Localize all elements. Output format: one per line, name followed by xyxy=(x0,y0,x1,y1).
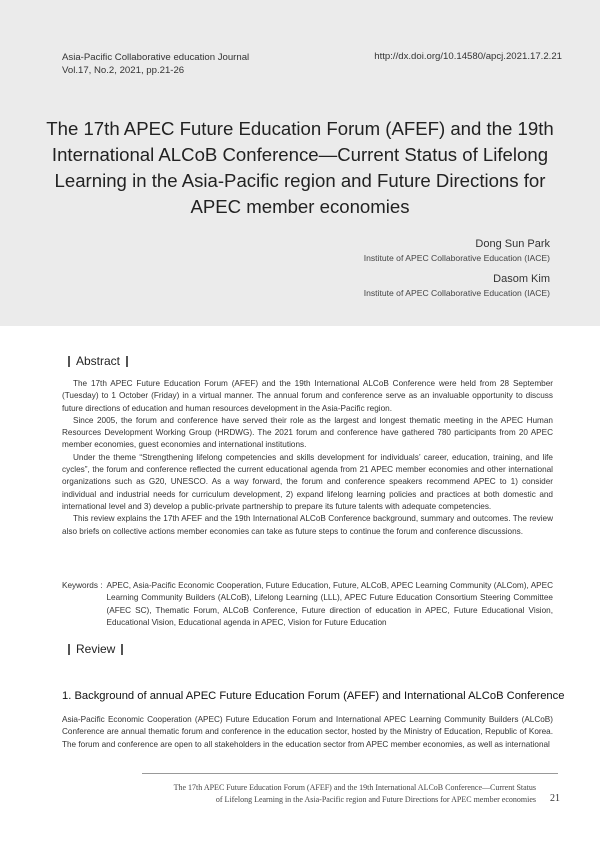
section-subheading: 1. Background of annual APEC Future Education Forum (AFEF) and International ALCoB Conference xyxy=(62,690,565,702)
abstract-paragraph: Since 2005, the forum and conference have served their role as the largest and longest thematic meeting in the APEC Human Resources Development Working Group (HRDWG). The 2021 forum and conference have gathered 780 participants from 20 APEC member economies, guest economies and international institutions. xyxy=(62,415,553,450)
abstract-paragraph: Under the theme “Strengthening lifelong competencies and skills development for individuals’ career, education, training, and life cycles”, the forum and conference reflected the current educational agenda from 21 APEC member economies and other international organizations such as G20, UNESCO. As a way forward, the forum and conference speakers recommend APEC to 1) consider individual and industrial needs for curriculum development, 2) expand lifelong learning policies and practices at both domestic and international level and 3) develop a public-private partnership to prepare its future talents with adequate competencies. xyxy=(62,452,553,511)
keywords-label: Keywords : xyxy=(62,581,103,590)
footer-line: of Lifelong Learning in the Asia-Pacific region and Future Directions for APEC member economies xyxy=(215,795,536,804)
heading-bar-left xyxy=(68,644,70,655)
journal-name: Asia-Pacific Collaborative education Journal xyxy=(62,52,250,63)
author-affiliation: Institute of APEC Collaborative Education (IACE) xyxy=(363,288,550,298)
review-heading xyxy=(62,642,129,656)
abstract-paragraph: This review explains the 17th AFEF and the 19th International ALCoB Conference background, summary and outcomes. The review also briefs on collective actions member economies can take as future steps to continue the forum and conference discussions. xyxy=(62,514,553,536)
review-body: Asia-Pacific Economic Cooperation (APEC) Future Education Forum and International APEC Learning Community Builders (ALCoB) Conference are annual thematic forum and conference in the education sector, hosted by the Ministry of Education, Republic of Korea. The forum and conference are open to all stakeholders in the education sector from APEC member economies, as well as international xyxy=(62,715,553,749)
heading-bar-right xyxy=(121,644,123,655)
running-footer xyxy=(174,782,536,806)
abstract-body xyxy=(62,378,553,538)
page-number: 21 xyxy=(550,793,560,804)
keywords xyxy=(62,580,553,629)
footer-line: The 17th APEC Future Education Forum (AFEF) and the 19th International ALCoB Conference—Current Status xyxy=(173,783,536,792)
abstract-heading xyxy=(62,354,134,368)
paper-title: The 17th APEC Future Education Forum (AFEF) and the 19th International ALCoB Conference—Current Status of Lifelong Learning in the Asia-Pacific region and Future Directions for APEC member economies xyxy=(46,118,554,217)
author-list xyxy=(364,236,550,306)
author-affiliation: Institute of APEC Collaborative Education (IACE) xyxy=(363,253,550,263)
abstract-paragraph: The 17th APEC Future Education Forum (AFEF) and the 19th International ALCoB Conference were held from 28 September (Tuesday) to 1 October (Friday) in a virtual manner. The annual forum and conference serve as an invaluable opportunity to discuss future directions of education and human resources development in the Asia-Pacific region. xyxy=(62,379,553,413)
journal-volume: Vol.17, No.2, 2021, pp.21-26 xyxy=(62,65,185,76)
doi-link[interactable]: http://dx.doi.org/10.14580/apcj.2021.17.2.21 xyxy=(374,51,562,62)
review-heading-label: Review xyxy=(76,642,116,656)
footer-divider xyxy=(142,773,558,774)
author-name: Dong Sun Park xyxy=(475,238,550,250)
abstract-heading-label: Abstract xyxy=(76,354,121,368)
keywords-list: APEC, Asia-Pacific Economic Cooperation, Future Education, Future, ALCoB, APEC Learning Community (ALCom), APEC Learning Community Builders (ALCoB), Lifelong Learning (LLL), APEC Future Education Consortium Steering Committee (AFEC SC), Thematic Forum, ALCoB Conference, Future direction of education in APEC, Future Educational Vision, Educational Vision, Educational agenda in APEC, Vision for Future Education xyxy=(106,581,553,627)
author-name: Dasom Kim xyxy=(493,273,550,285)
heading-bar-right xyxy=(126,356,128,367)
heading-bar-left xyxy=(68,356,70,367)
journal-info xyxy=(62,51,249,77)
